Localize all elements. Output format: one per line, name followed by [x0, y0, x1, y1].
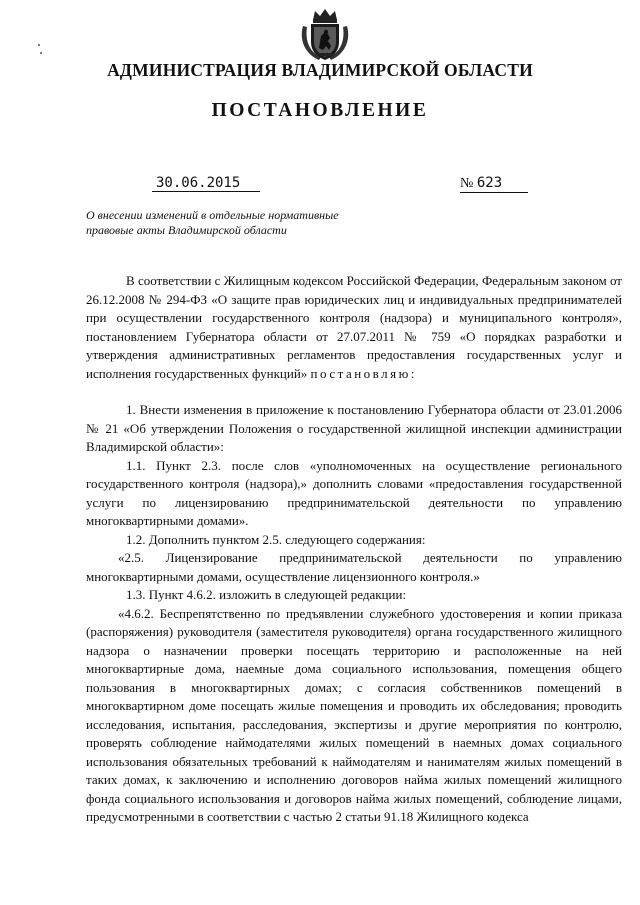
- preamble-text: В соответствии с Жилищным кодексом Российской Федерации, Федеральным законом от 26.12.2008 № 294-ФЗ «О защите прав юридических лиц и индивидуальных предпринимателей при осуществлении государственного контроля (надзора) и муниципального контроля», постановлением Губернатора области от 27.07.2011 № 759 «О порядках разработки и утверждения административных регламентов предоставления государственных услуг и исполнения государственных функций»: [86, 273, 622, 381]
- clause-1: 1. Внести изменения в приложение к постановлению Губернатора области от 23.01.2006 № 21 «Об утверждении Положения о государственной жилищной инспекции администрации Владимирской области»:: [86, 402, 622, 454]
- organization-name: АДМИНИСТРАЦИЯ ВЛАДИМИРСКОЙ ОБЛАСТИ: [107, 60, 533, 80]
- subject-line: правовые акты Владимирской области: [86, 223, 287, 237]
- clause-1-2: 1.2. Дополнить пунктом 2.5. следующего содержания:: [126, 531, 426, 547]
- clause-1-3: 1.3. Пункт 4.6.2. изложить в следующей редакции:: [126, 587, 407, 602]
- document-number: [460, 175, 528, 193]
- decree-word: постановляю:: [310, 365, 417, 381]
- document-type: ПОСТАНОВЛЕНИЕ: [211, 100, 429, 121]
- scan-speck: [38, 44, 40, 46]
- document-body: [86, 272, 622, 827]
- preamble-paragraph: [86, 272, 622, 383]
- clause-1-2-text: «2.5. Лицензирование предпринимательской деятельности по управлению многоквартирными домами, осуществление лицензионного контроля.»: [86, 550, 622, 584]
- clause-1-3-text: «4.6.2. Беспрепятственно по предъявлении служебного удостоверения и копии приказа (распоряжения) руководителя (заместителя руководителя) органа государственного жилищного надзора о назначении проверки посещать территорию и расположенные на ней многоквартирные дома, наемные дома социального использования, помещения общего пользования в многоквартирных домах; с согласия собственников помещений в многоквартирном доме посещать жилые помещения и проводить их обследования; проводить исследования, испытания, расследования, экспертизы и другие мероприятия по контролю, проверять соблюдение наймодателями жилых помещений в наемных домах социального использования обязательных требований к наймодателям и нанимателям жилых помещений в таких домах, к заключению и исполнению договоров найма жилых помещений жилищного фонда социального использования и договоров найма жилых помещений, соблюдение лицами, предусмотренными в соответствии с частью 2 статьи 91.18 Жилищного кодекса: [86, 605, 622, 824]
- coat-of-arms-icon: [297, 6, 353, 64]
- number-sign: №: [460, 176, 474, 191]
- subject-line: О внесении изменений в отдельные нормативные: [86, 208, 339, 222]
- document-subject: [86, 208, 386, 238]
- scan-speck: [40, 52, 42, 54]
- clause-1-1: 1.1. Пункт 2.3. после слов «уполномоченных на осуществление регионального государственного контроля (надзора),» дополнить словами «предоставления государственной услуги по лицензированию предпринимательской деятельности по управлению многоквартирными домами».: [86, 457, 622, 528]
- number-value: 623: [476, 175, 503, 191]
- document-date: 30.06.2015: [152, 175, 260, 192]
